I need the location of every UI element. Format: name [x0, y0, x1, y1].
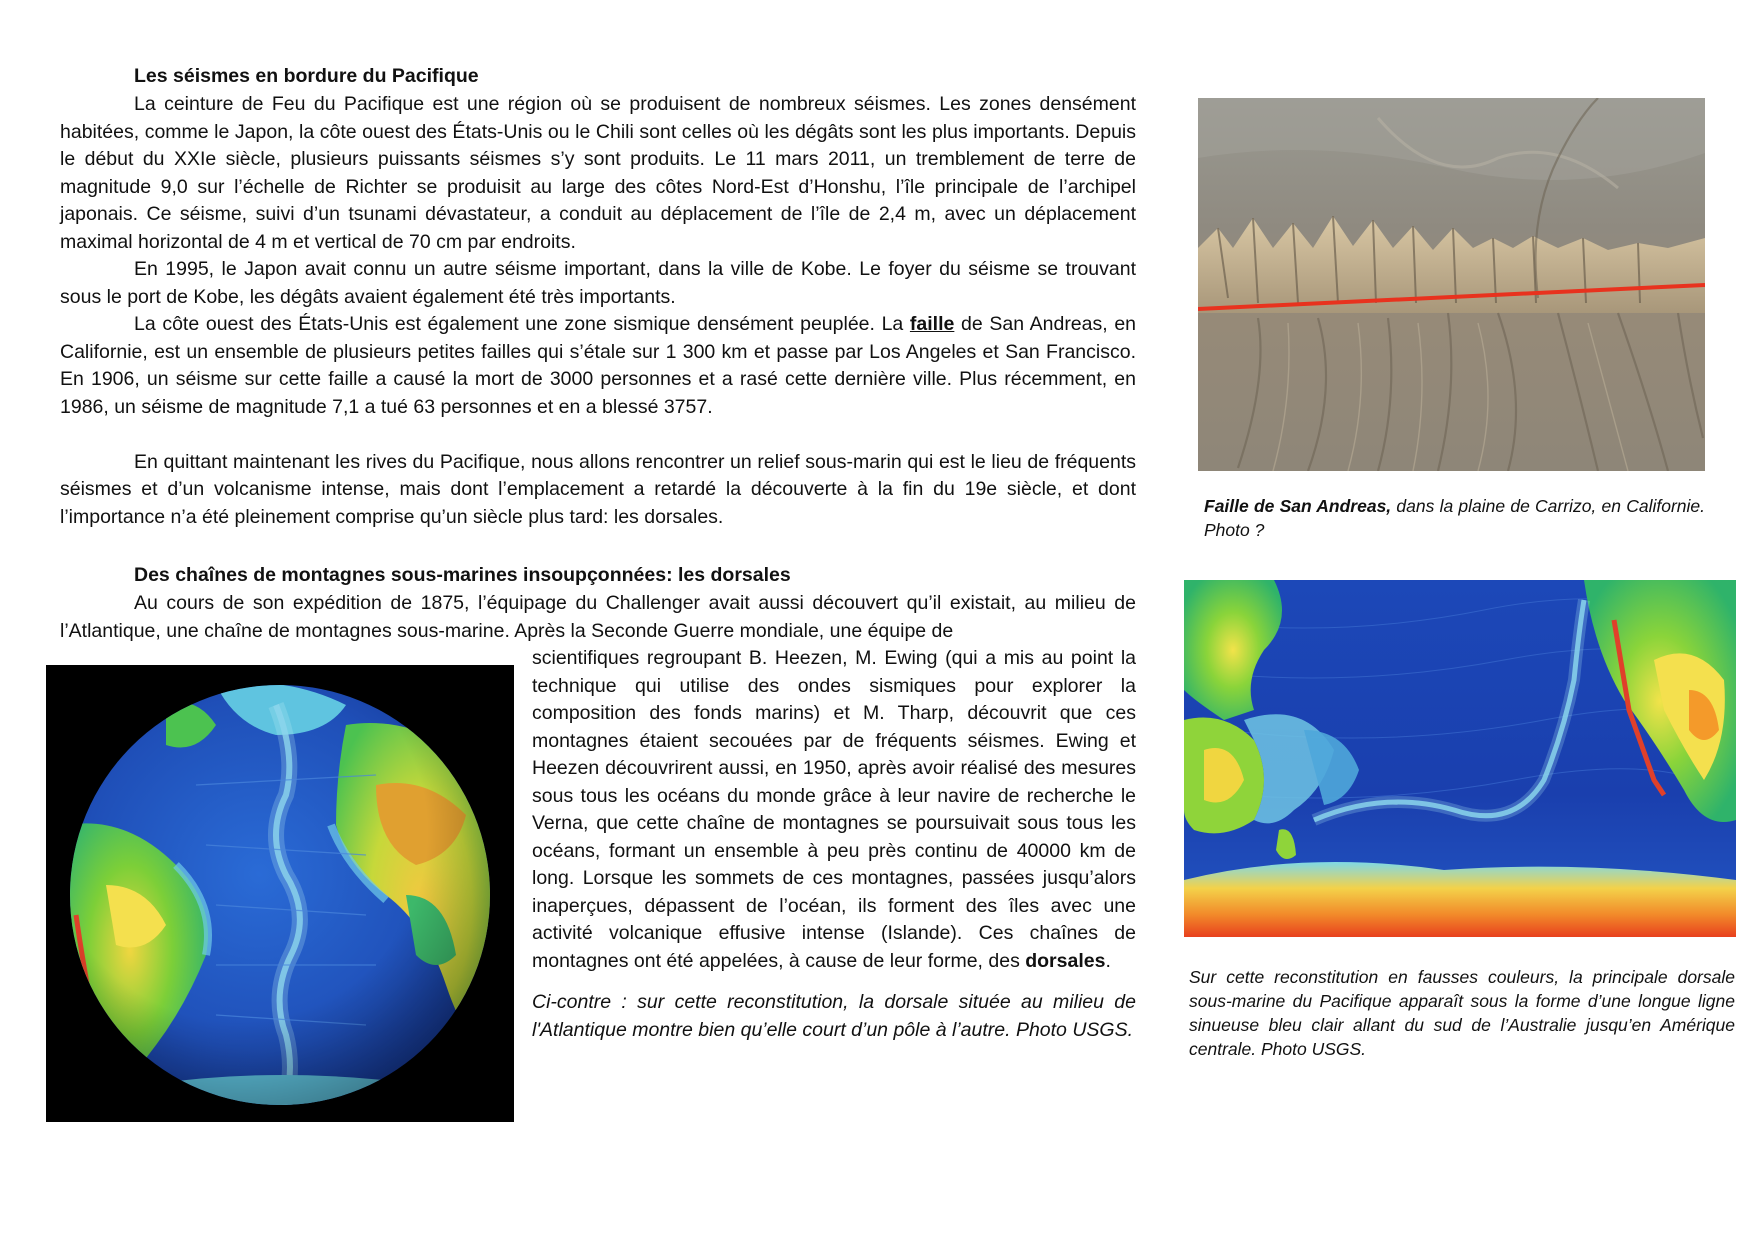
paragraph-san-andreas-end: de San Andreas, en Californie, est un ensemble de plusieurs petites failles qui s’étale sur 1 300 km et passe par Los Angeles et San Francisco. En 1906, un séisme sur cette faille a causé la mort de 3000 personnes et a rasé cette dernière ville. Plus récemment, en 1986, un séisme de magnitude 7,1 a tué 63 personnes et en a blessé 3757.: [60, 313, 1137, 418]
paragraph-heezen-ewing: [532, 645, 1136, 975]
san-andreas-caption-title: Faille de San Andreas,: [1204, 496, 1392, 516]
section2-intro: [60, 590, 1136, 645]
paragraph-ceinture-de-feu: La ceinture de Feu du Pacifique est une région où se produisent de nombreux séismes. Les zones densément habitées, comme le Japon, la côte ouest des États-Unis ou le Chili sont celles où les dégâts sont les plus importants. Depuis le début du XXIe siècle, plusieurs puissants séismes s’y sont produits. Le 11 mars 2011, un tremblement de terre de magnitude 9,0 sur l’échelle de Richter se produisit au large des côtes Nord-Est d’Honshu, l’île principale de l’archipel japonais. Ce séisme, suivi d’un tsunami dévastateur, a conduit au déplacement de l’île de 2,4 m, avec un déplacement maximal horizontal de 4 m et vertical de 70 cm par endroits.: [60, 93, 1136, 253]
pacific-map-caption: Sur cette reconstitution en fausses couleurs, la principale dorsale sous-marine du Pacifique apparaît sous la forme d’une longue ligne sinueuse bleu clair allant du sud de l’Australie jusqu’en Amérique centrale. Photo USGS.: [1189, 967, 1735, 1059]
paragraph-heezen-ewing-end: .: [1105, 949, 1111, 972]
san-andreas-caption: [1204, 494, 1705, 542]
paragraph-kobe: En 1995, le Japon avait connu un autre séisme important, dans la ville de Kobe. Le foyer du séisme se trouvant sous le port de Kobe, les dégâts avaient également été très importants.: [60, 258, 1136, 308]
paragraph-san-andreas: [60, 311, 1136, 421]
paragraph-san-andreas-start: La côte ouest des États-Unis est également une zone sismique densément peuplée. La: [134, 313, 910, 335]
term-dorsales: dorsales: [1025, 949, 1106, 972]
atlantic-globe-photo: [46, 665, 514, 1122]
paragraph-challenger: Au cours de son expédition de 1875, l’équipage du Challenger avait aussi découvert qu’il existait, au milieu de l’Atlantique, une chaîne de montagnes sous-marine. Après la Seconde Guerre mondiale, une équipe de: [60, 592, 1136, 642]
glossary-term-faille[interactable]: faille: [909, 313, 955, 335]
paragraph-transition-dorsales: En quittant maintenant les rives du Pacifique, nous allons rencontrer un relief sous-marin qui est le lieu de fréquents séismes et d’un volcanisme intense, mais dont l’emplacement a retardé la découverte à la fin du 19e siècle, et dont l’importance n’a été pleinement comprise qu’un siècle plus tard: les dorsales.: [60, 450, 1136, 528]
paragraph-heezen-ewing-text: scientifiques regroupant B. Heezen, M. Ewing (qui a mis au point la technique qui utilise des ondes sismiques pour explorer la composition des fonds marins) et M. Tharp, découvrit que ces montagnes étaient secouées par de fréquents séismes. Ewing et Heezen découvrirent aussi, en 1950, après avoir réalisé des mesures sous tous les océans du monde grâce à leur navire de recherche le Verna, que cette chaîne de montagnes se poursuivait sous tous les océans, formant un ensemble à peu près continu de 40000 km de long. Lorsque les sommets de ces montagnes, passées jusqu’alors inaperçues, dépassent de l’océan, ils forment des îles avec une activité volcanique effusive intense (Islande). Ces chaînes de montagnes ont été appelées, à cause de leur forme, des: [532, 647, 1136, 972]
san-andreas-caption-text: dans la plaine de Carrizo, en Californie. Photo ?: [1204, 496, 1705, 540]
section1-title: Les séismes en bordure du Pacifique: [134, 65, 479, 87]
globe-caption: Ci-contre : sur cette reconstitution, la dorsale située au milieu de l'Atlantique montre bien qu’elle court d’un pôle à l’autre. Photo USGS.: [532, 991, 1136, 1041]
section1-body: [60, 91, 1136, 531]
san-andreas-fault-photo: [1198, 98, 1705, 471]
section2-body: [532, 645, 1136, 1044]
pacific-ocean-floor-map: [1184, 580, 1736, 937]
section2-title: Des chaînes de montagnes sous-marines insoupçonnées: les dorsales: [134, 564, 791, 586]
